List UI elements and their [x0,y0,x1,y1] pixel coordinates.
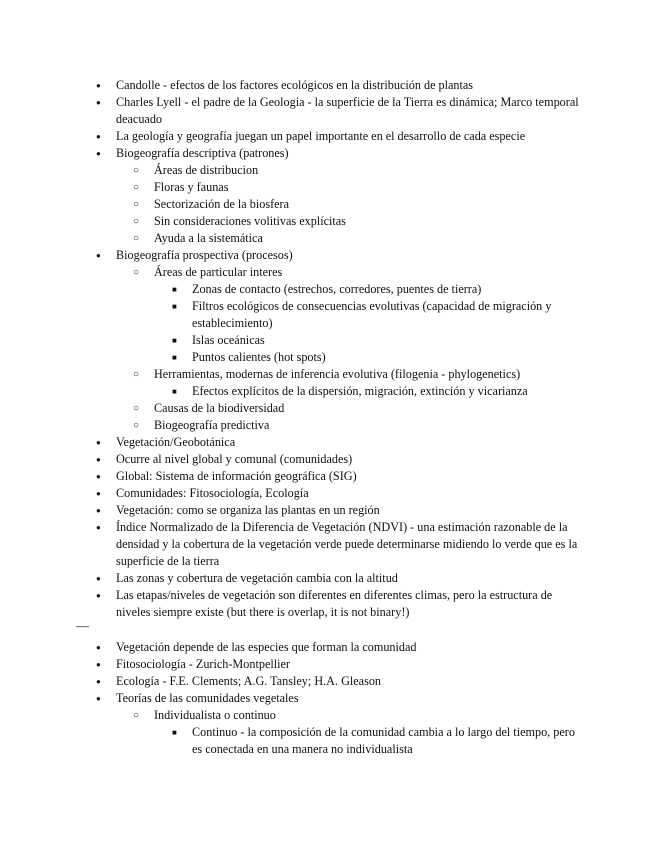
filled-circle-bullet-icon: ● [96,251,101,260]
filled-circle-bullet-icon: ● [96,523,101,532]
filled-circle-bullet-icon: ● [96,149,101,158]
bullet-item-level-2 [0,400,579,417]
bullet-item-level-1 [0,128,579,145]
bullet-item-text: Vegetación/Geobotánica [116,435,236,449]
bullet-item-level-3 [0,724,579,758]
bullet-item-text: Fitosociología - Zurich-Montpellier [116,657,290,671]
bullet-item-text: Individualista o continuo [154,708,276,722]
bullet-item-text: Las etapas/niveles de vegetación son diferentes en diferentes climas, pero la estructura de niveles siempre existe (but there is overlap, it is not binary!) [116,588,553,619]
filled-circle-bullet-icon: ● [96,643,101,652]
filled-circle-bullet-icon: ● [96,591,101,600]
filled-circle-bullet-icon: ● [96,438,101,447]
bullet-item-level-1 [0,145,579,162]
bullet-item-level-2 [0,264,579,281]
square-bullet-icon: ■ [172,336,177,345]
bullet-item-text: Biogeografía predictiva [154,418,270,432]
hollow-circle-bullet-icon: ○ [133,710,140,721]
bullet-item-level-2 [0,707,579,724]
bullet-item-level-1 [0,519,579,570]
bullet-item-level-3 [0,332,579,349]
bullet-item-level-1 [0,247,579,264]
bullet-item-level-1 [0,587,579,621]
square-bullet-icon: ■ [172,387,177,396]
section-divider: — [76,618,89,633]
bullet-item-level-1 [0,570,579,587]
bullet-item-text: Zonas de contacto (estrechos, corredores, puentes de tierra) [192,282,482,296]
filled-circle-bullet-icon: ● [96,574,101,583]
bullet-item-text: Índice Normalizado de la Diferencia de Vegetación (NDVI) - una estimación razonable de la densidad y la cobertura de la vegetación verde puede determinarse midiendo lo verde que es la superficie de la tierra [116,520,578,568]
filled-circle-bullet-icon: ● [96,677,101,686]
hollow-circle-bullet-icon: ○ [133,165,140,176]
bullet-item-level-1 [0,485,579,502]
bullet-item-level-2 [0,179,579,196]
bullet-item-text: Global: Sistema de información geográfica (SIG) [116,469,357,483]
bullet-item-level-2 [0,162,579,179]
bullet-item-text: Ecología - F.E. Clements; A.G. Tansley; H.A. Gleason [116,674,382,688]
bullet-item-level-2 [0,213,579,230]
filled-circle-bullet-icon: ● [96,81,101,90]
bullet-item-level-1 [0,468,579,485]
bullet-item-level-1 [0,451,579,468]
bullet-item-level-2 [0,417,579,434]
filled-circle-bullet-icon: ● [96,132,101,141]
hollow-circle-bullet-icon: ○ [133,420,140,431]
bullet-item-level-1 [0,690,579,707]
filled-circle-bullet-icon: ● [96,489,101,498]
filled-circle-bullet-icon: ● [96,98,101,107]
hollow-circle-bullet-icon: ○ [133,369,140,380]
bullet-item-level-1 [0,639,579,656]
bullet-item-level-1 [0,94,579,128]
bullet-item-text: Vegetación: como se organiza las plantas en un región [116,503,380,517]
bullet-item-text: Sectorización de la biosfera [154,197,290,211]
bullet-item-text: Efectos explícitos de la dispersión, migración, extinción y vicarianza [192,384,528,398]
square-bullet-icon: ■ [172,353,177,362]
hollow-circle-bullet-icon: ○ [133,233,140,244]
bullet-item-level-2 [0,196,579,213]
filled-circle-bullet-icon: ● [96,694,101,703]
hollow-circle-bullet-icon: ○ [133,267,140,278]
bullet-item-text: Candolle - efectos de los factores ecológicos en la distribución de plantas [116,78,474,92]
bullet-item-text: Áreas de distribucion [154,163,259,177]
bullet-item-text: Puntos calientes (hot spots) [192,350,326,364]
bullet-item-text: Islas oceánicas [192,333,265,347]
square-bullet-icon: ■ [172,302,177,311]
bullet-item-text: Vegetación depende de las especies que forman la comunidad [116,640,417,654]
notes-list-section-1 [0,77,655,621]
square-bullet-icon: ■ [172,728,177,737]
bullet-item-level-3 [0,298,579,332]
bullet-item-text: Floras y faunas [154,180,229,194]
bullet-item-level-1 [0,656,579,673]
filled-circle-bullet-icon: ● [96,660,101,669]
hollow-circle-bullet-icon: ○ [133,403,140,414]
bullet-item-level-3 [0,383,579,400]
filled-circle-bullet-icon: ● [96,506,101,515]
bullet-item-text: Causas de la biodiversidad [154,401,285,415]
bullet-item-text: Filtros ecológicos de consecuencias evolutivas (capacidad de migración y establecimiento) [192,299,552,330]
notes-list-section-2 [0,639,655,758]
bullet-item-text: Áreas de particular interes [154,265,283,279]
bullet-item-text: Ocurre al nivel global y comunal (comunidades) [116,452,353,466]
bullet-item-text: Comunidades: Fitosociología, Ecología [116,486,309,500]
hollow-circle-bullet-icon: ○ [133,182,140,193]
bullet-item-text: Charles Lyell - el padre de la Geologia - la superficie de la Tierra es dinámica; Marco temporal deacuado [116,95,579,126]
bullet-item-text: La geología y geografía juegan un papel importante en el desarrollo de cada especie [116,129,526,143]
filled-circle-bullet-icon: ● [96,455,101,464]
bullet-item-level-3 [0,281,579,298]
bullet-item-level-1 [0,434,579,451]
bullet-item-text: Biogeografía prospectiva (procesos) [116,248,293,262]
bullet-item-level-2 [0,230,579,247]
bullet-item-text: Biogeografía descriptiva (patrones) [116,146,289,160]
bullet-item-text: Ayuda a la sistemática [154,231,263,245]
square-bullet-icon: ■ [172,285,177,294]
bullet-item-level-2 [0,366,579,383]
hollow-circle-bullet-icon: ○ [133,216,140,227]
bullet-item-level-1 [0,673,579,690]
filled-circle-bullet-icon: ● [96,472,101,481]
bullet-item-level-3 [0,349,579,366]
bullet-item-text: Sin consideraciones volitivas explícitas [154,214,346,228]
bullet-item-level-1 [0,77,579,94]
hollow-circle-bullet-icon: ○ [133,199,140,210]
bullet-item-text: Teorías de las comunidades vegetales [116,691,299,705]
bullet-item-text: Continuo - la composición de la comunidad cambia a lo largo del tiempo, pero es conectada en una manera no individualista [192,725,575,756]
bullet-item-text: Herramientas, modernas de inferencia evolutiva (filogenia - phylogenetics) [154,367,521,381]
bullet-item-level-1 [0,502,579,519]
bullet-item-text: Las zonas y cobertura de vegetación cambia con la altitud [116,571,398,585]
